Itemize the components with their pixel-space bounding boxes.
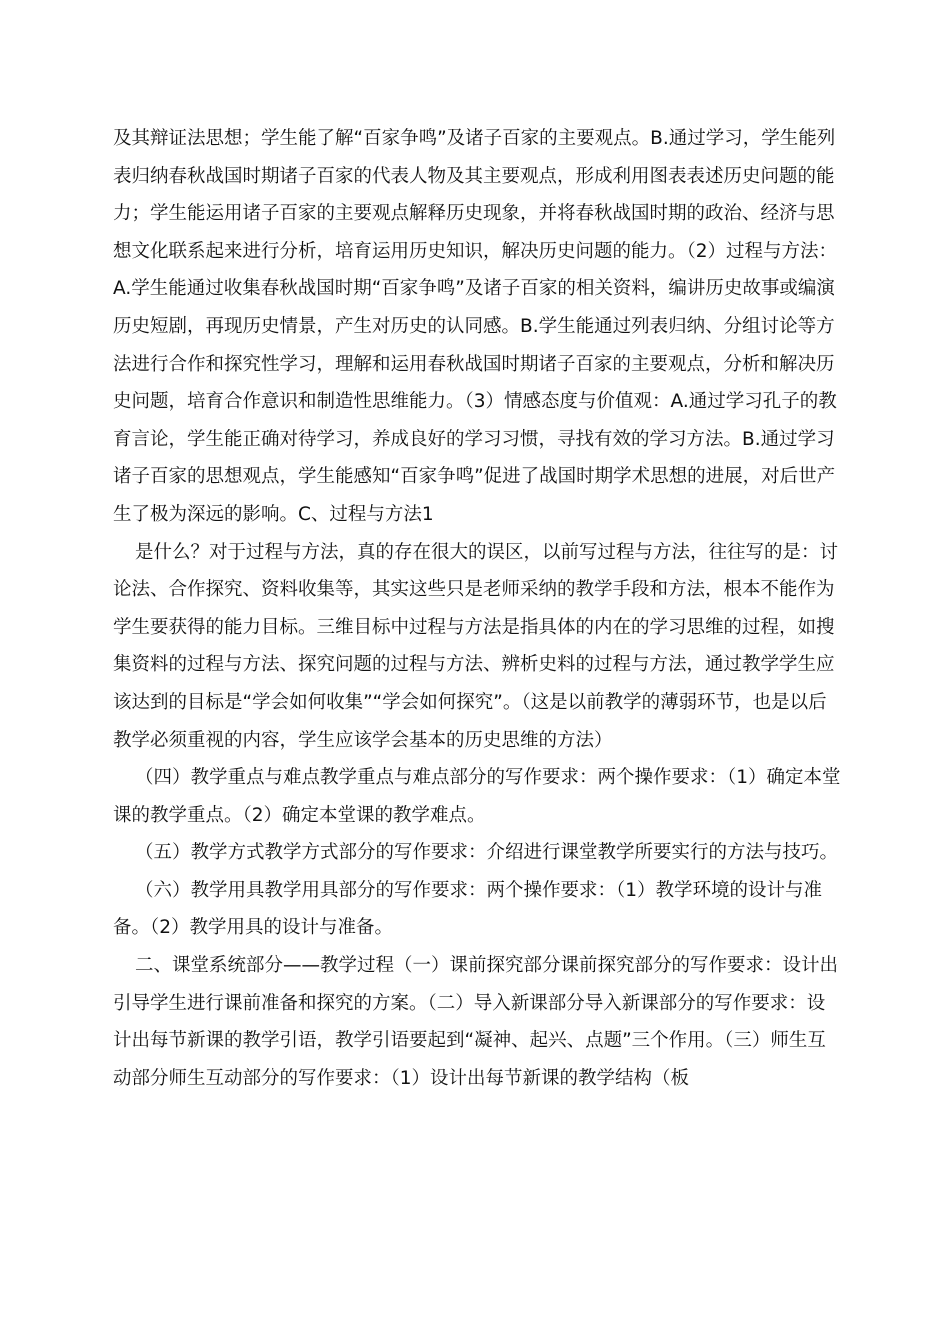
- paragraph-teaching-tools: （六）教学用具教学用具部分的写作要求：两个操作要求：（1）教学环境的设计与准备。（2）教学用具的设计与准备。: [113, 879, 823, 939]
- paragraph-objectives: 及其辩证法思想；学生能了解“百家争鸣”及诸子百家的主要观点。B.通过学习，学生能列表归纳春秋战国时期诸子百家的代表人物及其主要观点，形成利用图表表述历史问题的能力；学生能运用诸子百家的主要观点解释历史现象，并将春秋战国时期的政治、经济与思想文化联系起来进行分析，培育运用历史知识，解决历史问题的能力。（2）过程与方法：A.学生能通过收集春秋战国时期“百家争鸣”及诸子百家的相关资料，编讲历史故事或编演历史短剧，再现历史情景，产生对历史的认同感。B.学生能通过列表归纳、分组讨论等方法进行合作和探究性学习，理解和运用春秋战国时期诸子百家的主要观点，分析和解决历史问题，培育合作意识和制造性思维能力。（3）情感态度与价值观：A.通过学习孔子的教育言论，学生能正确对待学习，养成良好的学习习惯，寻找有效的学习方法。B.通过学习诸子百家的思想观点，学生能感知“百家争鸣”促进了战国时期学术思想的进展，对后世产生了极为深远的影响。C、过程与方法1: [113, 128, 838, 525]
- paragraph-classroom-system: 二、课堂系统部分——教学过程（一）课前探究部分课前探究部分的写作要求：设计出引导学生进行课前准备和探究的方案。（二）导入新课部分导入新课部分的写作要求：设计出每节新课的教学引语，教学引语要起到“凝神、起兴、点题”三个作用。（三）师生互动部分师生互动部分的写作要求：（1）设计出每节新课的教学结构（板: [113, 955, 839, 1089]
- paragraph-teaching-methods: （五）教学方式教学方式部分的写作要求：介绍进行课堂教学所要实行的方法与技巧。: [135, 842, 839, 864]
- paragraph-key-points: （四）教学重点与难点教学重点与难点部分的写作要求：两个操作要求：（1）确定本堂课的教学重点。（2）确定本堂课的教学难点。: [113, 767, 841, 826]
- document-body: [113, 120, 843, 1097]
- paragraph-process-method: 是什么？对于过程与方法，真的存在很大的误区，以前写过程与方法，往往写的是：讨论法、合作探究、资料收集等，其实这些只是老师采纳的教学手段和方法，根本不能作为学生要获得的能力目标。三维目标中过程与方法是指具体的内在的学习思维的过程，如搜集资料的过程与方法、探究问题的过程与方法、辨析史料的过程与方法，通过教学学生应该达到的目标是“学会如何收集”“学会如何探究”。（这是以前教学的薄弱环节，也是以后教学必须重视的内容，学生应该学会基本的历史思维的方法）: [113, 541, 839, 751]
